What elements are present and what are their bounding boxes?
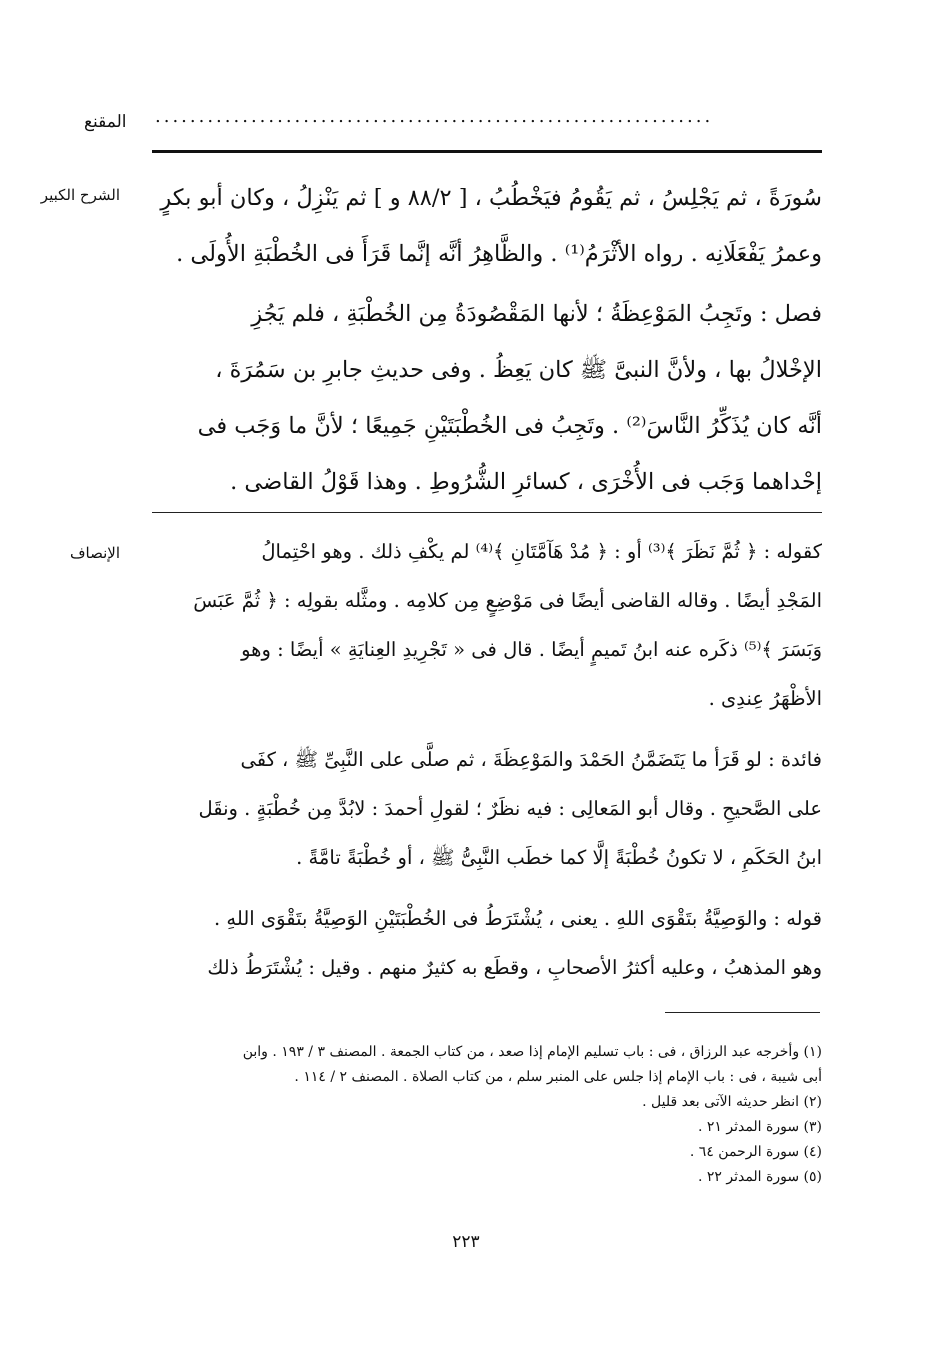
text-line: فائدة : لو قَرَأ ما يَتَضَمَّنُ الحَمْدَ والمَوْعِظَةَ ، ثم صلَّى على النَّبِىِّ ﷺ ، كفَى <box>240 748 822 771</box>
text-line: الأظْهَرُ عِندِى . <box>708 687 822 710</box>
book-title: المقنع <box>84 112 127 132</box>
footnote-line: (٤) سورة الرحمن ٦٤ . <box>689 1144 822 1160</box>
footnotes <box>152 1040 822 1190</box>
insaf-paragraph-3 <box>152 894 822 992</box>
page-number: ٢٢٣ <box>452 1232 480 1252</box>
header-rule <box>152 150 822 153</box>
side-label-insaf: الإنصاف <box>69 544 120 562</box>
text-line: أنَّه كان يُذَكِّرُ النَّاسَ⁽²⁾ . وتَجِبُ فى الخُطْبَتَيْنِ جَمِيعًا ؛ لأنَّ ما وَجَب فى <box>197 413 822 439</box>
text-line: كقوله : ﴿ ثُمَّ نَظَرَ ﴾⁽³⁾ أو : ﴿ مُدْ هَآمَّتَانِ ﴾⁽⁴⁾ لم يكْفِ ذلك . وهو احْتِمالُ <box>261 540 822 563</box>
text-line: فصل : وتَجِبُ المَوْعِظَةُ ؛ لأنها المَقْصُودَةُ مِن الخُطْبَةِ ، فلم يَجُزِ <box>251 301 822 327</box>
footnote-line: (٣) سورة المدثر ٢١ . <box>697 1119 822 1135</box>
footnote-line: (١) وأخرجه عبد الرزاق ، فى : باب تسليم الإمام إذا صعد ، من كتاب الجمعة . المصنف ٣ / ١٩٣ . وابن <box>242 1044 822 1060</box>
sharh-paragraph-1 <box>152 170 822 282</box>
text-line: وَبَسَرَ ﴾⁽⁵⁾ ذكَره عنه ابنُ تَميمٍ أيضًا . قال فى « تَجْرِيدِ العِنايَةِ » أيضًا : وهو <box>241 638 822 661</box>
text-line: ابنُ الحَكَمِ ، لا تكونُ خُطْبَةً إلَّا كما خطَب النَّبِىُّ ﷺ ، أو خُطْبَةً تامَّةً . <box>296 846 822 869</box>
text-line: سُورَةً ، ثم يَجْلِسُ ، ثم يَقُومُ فيَخْطُبُ ، [ ٨٨/٢ و ] ثم يَنْزِلُ ، وكان أبو بكرٍ <box>160 185 822 211</box>
section-divider <box>152 512 822 513</box>
footnote-line: (٢) انظر حديثه الآتى بعد قليل . <box>642 1094 822 1110</box>
text-line: إحْداهما وَجَب فى الأُخْرَى ، كسائرِ الشُّرُوطِ . وهذا قَوْلُ القاضى . <box>230 469 822 495</box>
side-label-sharh: الشرح الكبير <box>40 186 120 204</box>
text-line: قوله : والوَصِيَّةُ بتَقْوَى اللهِ . يعنى ، يُشْتَرَطُ فى الخُطْبَتَيْنِ الوَصِيَّةُ بتَقْوَى اللهِ . <box>214 907 822 930</box>
text-line: الإخْلالُ بها ، ولأنَّ النبىَّ ﷺ كان يَعِظُ . وفى حديثِ جابرِ بن سَمُرَةَ ، <box>215 357 822 383</box>
text-line: وهو المذهبُ ، وعليه أكثرُ الأصحابِ ، وقطَع به كثيرٌ منهم . وقيل : يُشْتَرَطُ ذلك <box>207 956 822 979</box>
footnote-line: (٥) سورة المدثر ٢٢ . <box>697 1169 822 1185</box>
text-line: وعمرُ يَفْعَلَانِه . رواه الأثْرَمُ⁽¹⁾ . والظَّاهِرُ أنَّه إنَّما قَرَأَ فى الخُطْبَةِ الأُولَى . <box>176 241 822 267</box>
footnote-line: أبى شيبة ، فى : باب الإمام إذا جلس على المنبر سلم ، من كتاب الصلاة . المصنف ٢ / ١١٤ . <box>294 1069 822 1085</box>
insaf-paragraph-1 <box>152 527 822 723</box>
text-line: المَجْدِ أيضًا . وقاله القاضى أيضًا فى مَوْضِعٍ مِن كلامِه . ومثَّله بقولِه : ﴿ ثُمَّ عَبَسَ <box>193 589 822 612</box>
text-line: على الصَّحيحِ . وقال أبو المَعالِى : فيه نظَرٌ ؛ لقولِ أحمدَ : لابُدَّ مِن خُطْبَةٍ . ونقَل <box>198 797 822 820</box>
footnote-divider <box>665 1012 820 1013</box>
header-dotted-leader: ................................................................ <box>155 106 714 127</box>
sharh-paragraph-2 <box>152 286 822 510</box>
insaf-paragraph-2 <box>152 735 822 882</box>
